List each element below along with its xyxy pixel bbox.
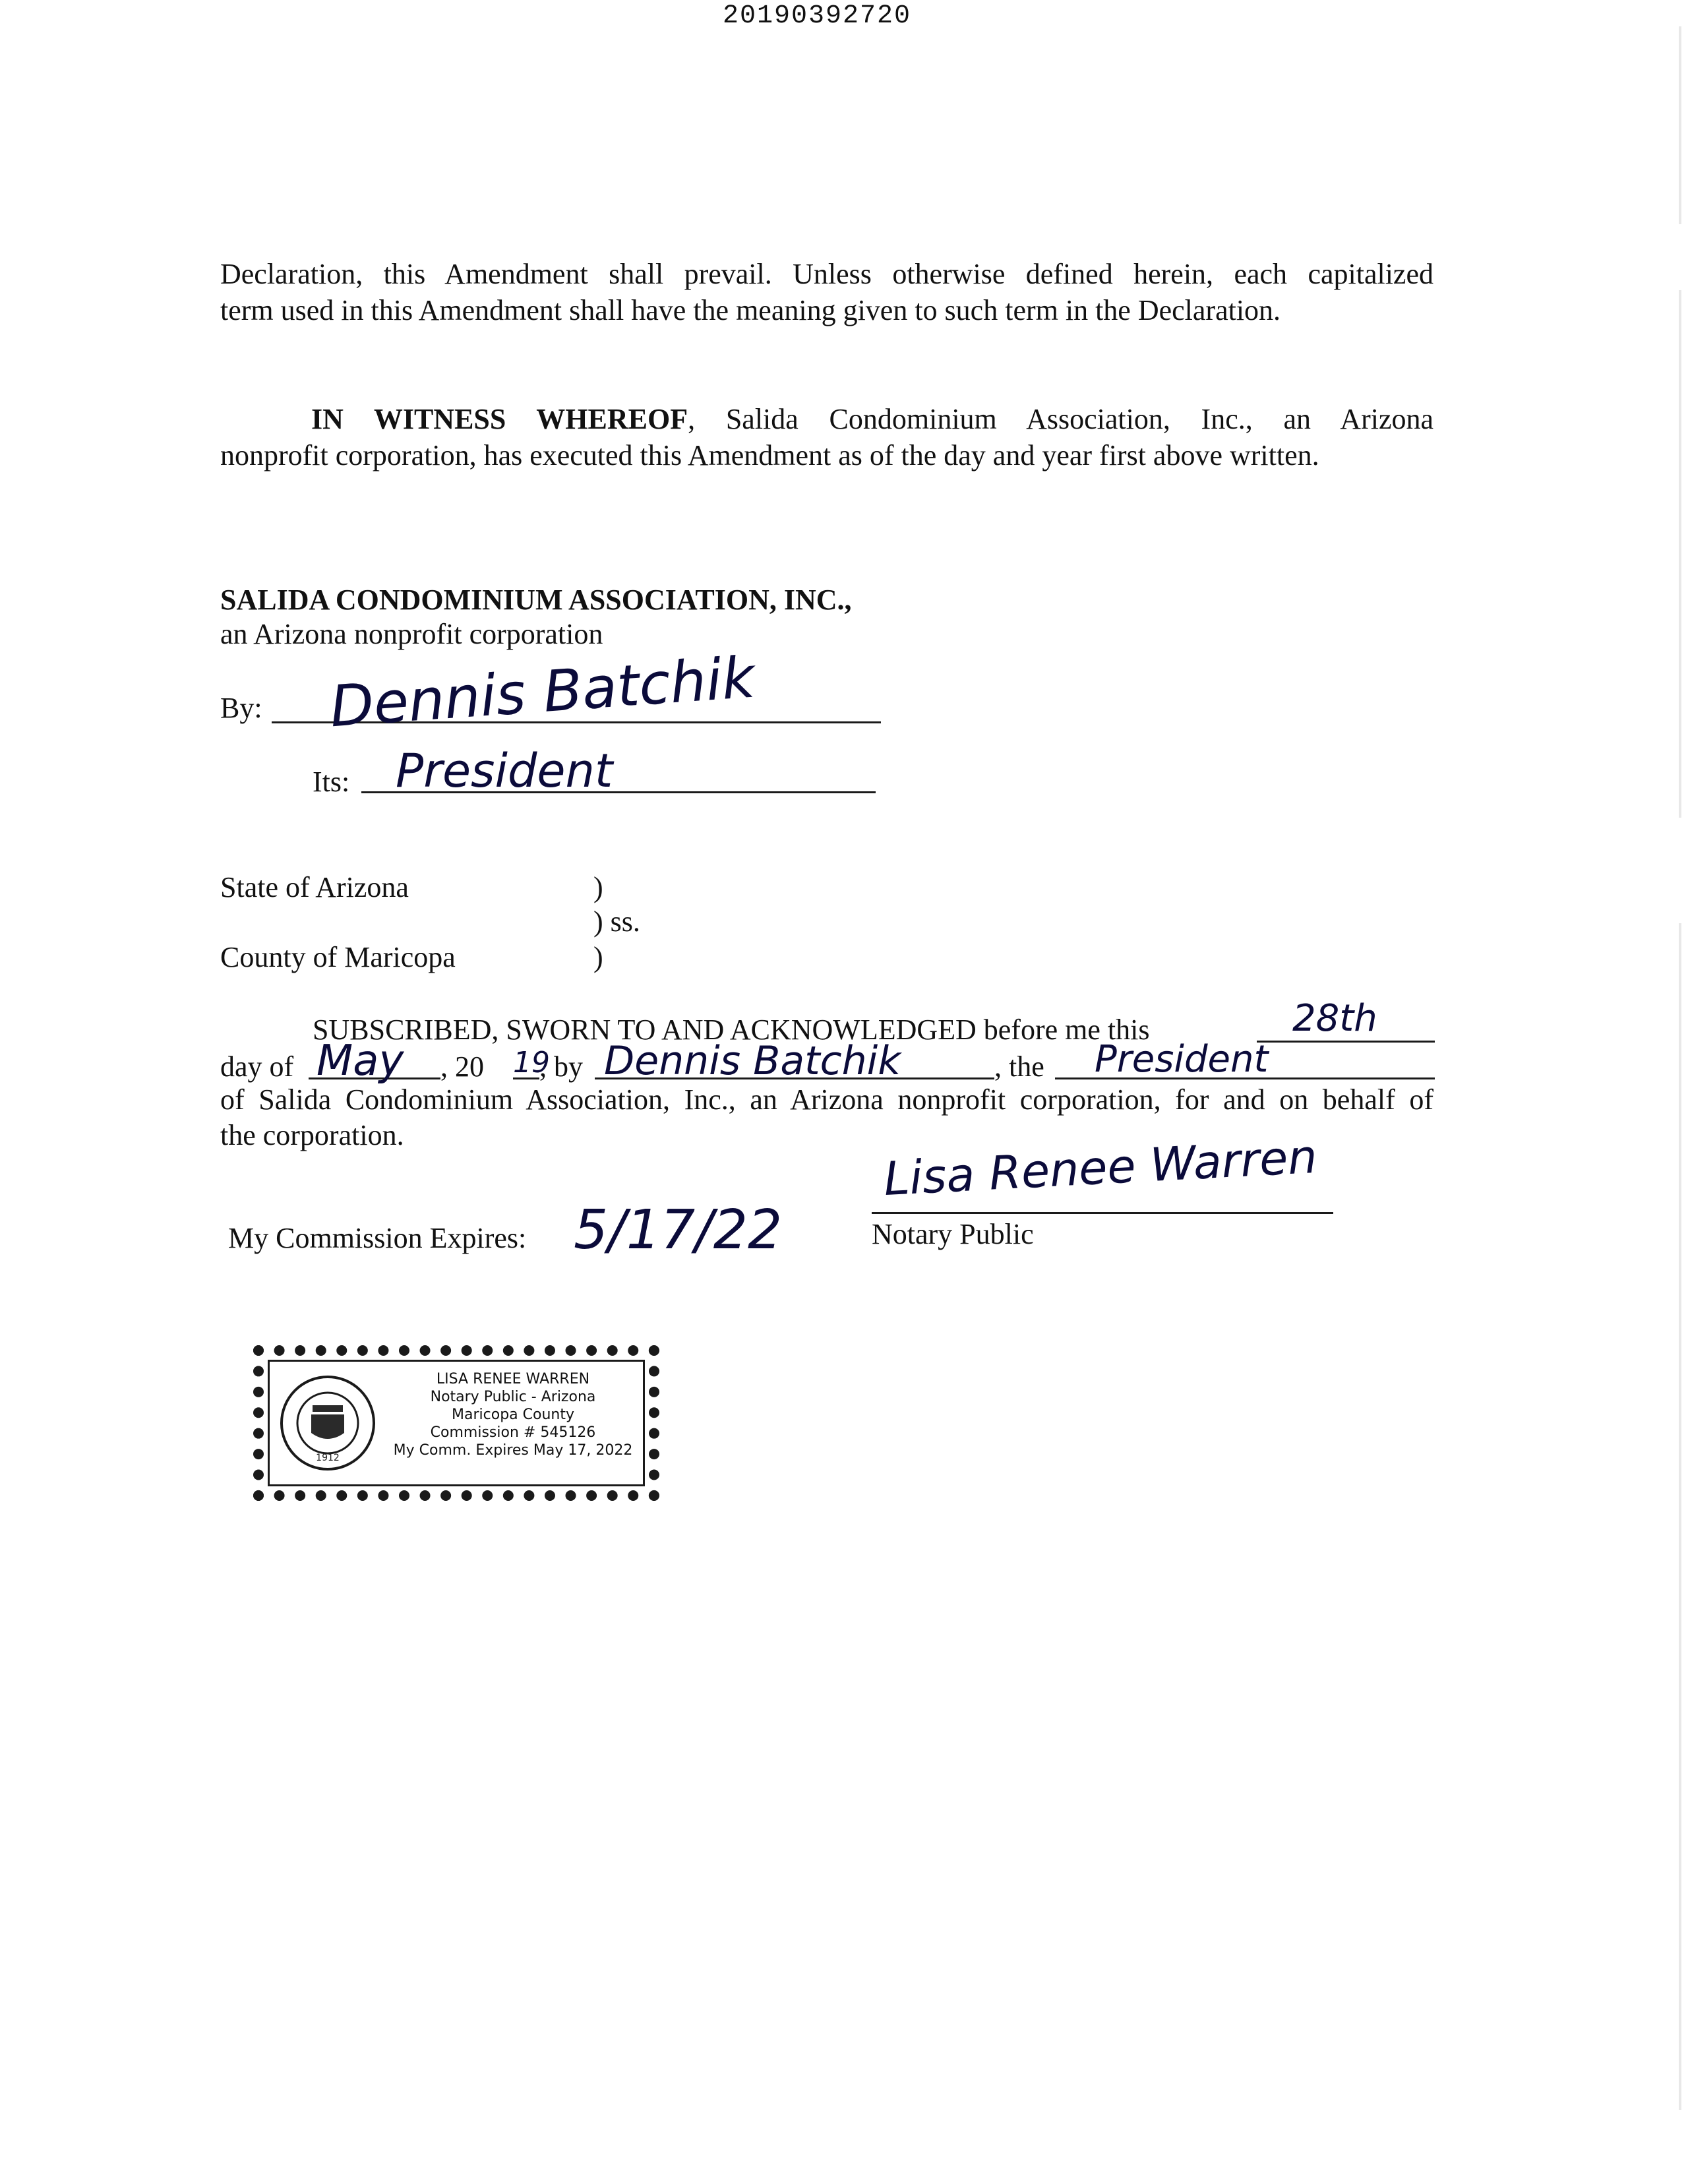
witness-paragraph [220,401,1433,473]
ack-line-3: of Salida Condominium Association, Inc., an Arizona nonprofit corporation, for and on behalf of [220,1083,1433,1116]
notary-signature-line [872,1212,1333,1214]
witness-line [220,401,1433,437]
its-value: President [396,744,613,798]
notary-stamp [253,1345,659,1501]
by-label: By: [220,692,262,724]
recording-number: 20190392720 [723,1,912,31]
ack-year-value: 19 [513,1046,550,1079]
state-seal-icon [278,1374,377,1472]
ack-day-of: day of [220,1050,294,1083]
scan-edge-mark [1679,923,1681,2110]
ack-name-value: Dennis Batchik [604,1038,901,1084]
paragraph-line: term used in this Amendment shall have the meaning given to such term in the Declaration. [220,294,1281,326]
its-label: Its: [313,766,350,798]
stamp-notary-title: Notary Public - Arizona [430,1389,596,1405]
ack-day-value: 28th [1292,997,1377,1040]
venue-ss: ) ss. [593,905,640,938]
witness-line: nonprofit corporation, has executed this Amendment as of the day and year first above written. [220,439,1319,471]
ack-month-value: May [316,1037,404,1085]
notary-public-label: Notary Public [872,1218,1034,1250]
seal-year: 1912 [316,1453,340,1463]
stamp-notary-name: LISA RENEE WARREN [436,1371,590,1387]
ack-the: , the [994,1050,1044,1083]
by-signature: Dennis Batchik [328,644,757,741]
scan-edge-mark [1679,290,1681,818]
venue-county: County of Maricopa [220,941,456,973]
stamp-expires: My Comm. Expires May 17, 2022 [393,1442,633,1459]
stamp-commission: Commission # 545126 [430,1424,596,1441]
ack-line-4: the corporation. [220,1119,404,1151]
witness-rest: , Salida Condominium Association, Inc., an Arizona [688,403,1433,435]
venue-paren: ) [593,941,603,973]
witness-lead: IN WITNESS WHEREOF [311,403,688,435]
ack-day-line [1257,1041,1435,1043]
notary-signature: Lisa Renee Warren [882,1129,1319,1207]
ack-by: , by [539,1050,583,1083]
scan-edge-mark [1679,26,1681,224]
entity-type: an Arizona nonprofit corporation [220,618,603,650]
commission-value: 5/17/22 [574,1199,783,1261]
ack-lead: SUBSCRIBED, SWORN TO AND ACKNOWLEDGED before me this [313,1014,1150,1046]
stamp-county: Maricopa County [452,1407,574,1423]
stamp-text-block [375,1370,651,1459]
ack-year-prefix: , 20 [440,1050,484,1083]
venue-state: State of Arizona [220,871,409,903]
paragraph-line: Declaration, this Amendment shall prevail. Unless otherwise defined herein, each capitalized [220,258,1433,290]
venue-paren: ) [593,871,603,903]
commission-label: My Commission Expires: [228,1222,527,1254]
entity-name: SALIDA CONDOMINIUM ASSOCIATION, INC., [220,584,852,616]
amendment-paragraph [220,256,1433,328]
ack-title-value: President [1095,1038,1269,1081]
